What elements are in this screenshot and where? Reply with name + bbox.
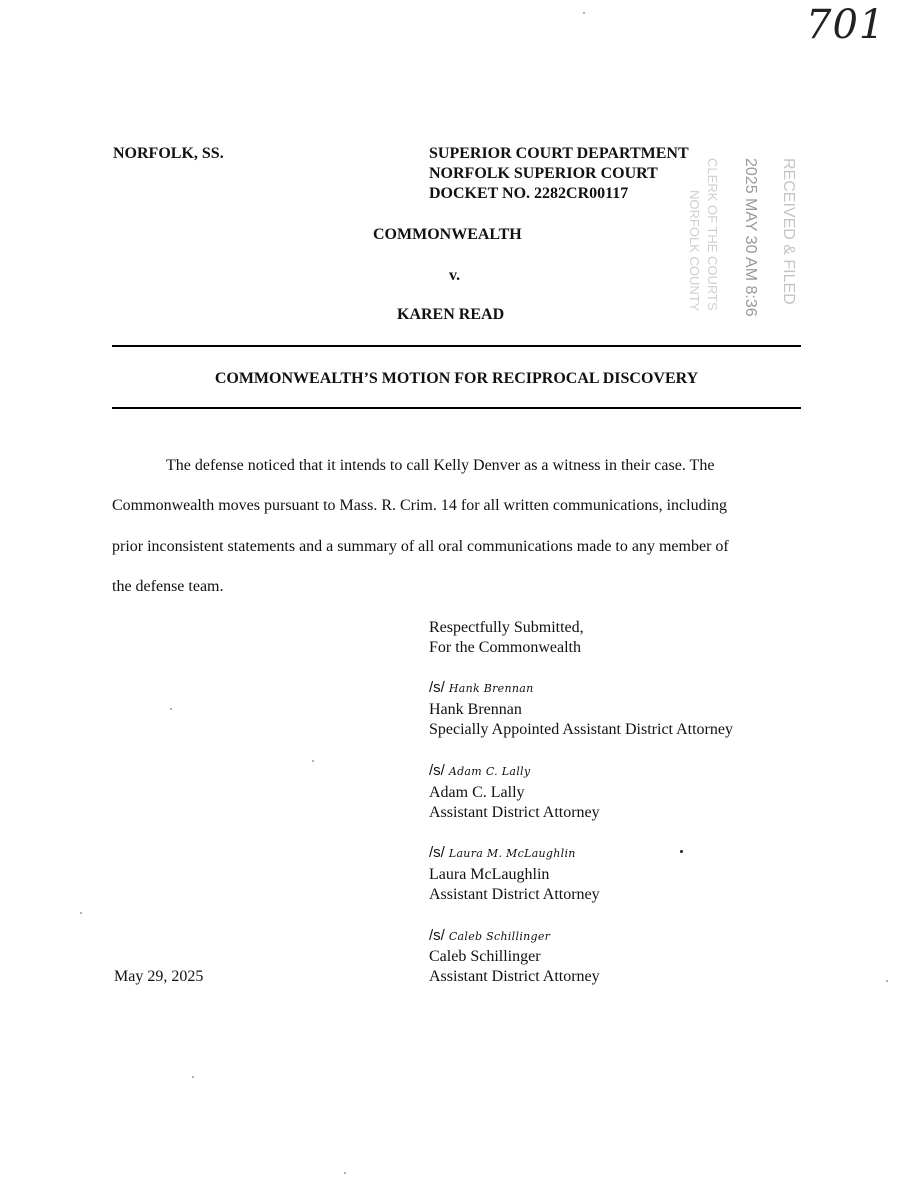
body-line-4: the defense team. xyxy=(112,578,224,595)
body-line-3: prior inconsistent statements and a summary of all oral communications made to any member of xyxy=(112,538,729,555)
signer-title-3: Assistant District Attorney xyxy=(429,886,600,903)
scan-speck xyxy=(886,980,888,982)
signature-script: Laura M. McLaughlin xyxy=(448,847,576,860)
scan-speck xyxy=(312,760,314,762)
signature-script: Hank Brennan xyxy=(448,682,534,695)
docket-number: DOCKET NO. 2282CR00117 xyxy=(429,185,629,202)
court-department: SUPERIOR COURT DEPARTMENT xyxy=(429,145,689,162)
signature-line-2 xyxy=(429,761,530,782)
defendant-name: KAREN READ xyxy=(397,306,505,323)
stamp-line-4: NORFOLK COUNTY xyxy=(687,190,702,312)
signature-script: Adam C. Lally xyxy=(448,765,531,778)
signer-title-2: Assistant District Attorney xyxy=(429,804,600,821)
signer-name-4: Caleb Schillinger xyxy=(429,948,541,965)
court-name: NORFOLK SUPERIOR COURT xyxy=(429,165,658,182)
plaintiff-name: COMMONWEALTH xyxy=(373,226,522,243)
scan-speck xyxy=(80,912,82,914)
signature-line-4 xyxy=(429,926,550,947)
body-line-2: Commonwealth moves pursuant to Mass. R. Crim. 14 for all written communications, including xyxy=(112,497,728,514)
scan-speck xyxy=(170,708,172,710)
scan-speck xyxy=(192,1076,194,1078)
closing-line-1: Respectfully Submitted, xyxy=(429,619,584,636)
motion-title: COMMONWEALTH’S MOTION FOR RECIPROCAL DISCOVERY xyxy=(214,370,699,387)
scan-speck xyxy=(583,12,585,14)
signer-title-4: Assistant District Attorney xyxy=(429,968,600,985)
stamp-line-1: 2025 MAY 30 AM 8:36 xyxy=(742,158,759,317)
signature-slash: /s/ xyxy=(429,844,445,861)
signature-slash: /s/ xyxy=(429,927,445,944)
signer-name-3: Laura McLaughlin xyxy=(429,866,550,883)
closing-line-2: For the Commonwealth xyxy=(429,639,581,656)
scan-speck xyxy=(680,850,683,853)
county-venue: NORFOLK, SS. xyxy=(113,145,224,162)
signature-script: Caleb Schillinger xyxy=(448,930,551,943)
handwritten-page-number: 701 xyxy=(806,2,886,48)
filing-date: May 29, 2025 xyxy=(114,968,204,985)
stamp-line-3: CLERK OF THE COURTS xyxy=(705,158,720,311)
signature-line-3 xyxy=(429,843,576,864)
signer-name-2: Adam C. Lally xyxy=(429,784,525,801)
signature-slash: /s/ xyxy=(429,762,445,779)
stamp-line-2: RECEIVED & FILED xyxy=(780,158,797,305)
bottom-rule xyxy=(112,407,801,409)
signer-title-1: Specially Appointed Assistant District Attorney xyxy=(429,721,733,738)
court-block xyxy=(429,144,689,204)
versus: v. xyxy=(449,267,461,284)
body-line-1: The defense noticed that it intends to call Kelly Denver as a witness in their case. The xyxy=(166,457,715,474)
signature-line-1 xyxy=(429,678,534,699)
signer-name-1: Hank Brennan xyxy=(429,701,522,718)
scan-speck xyxy=(344,1172,346,1174)
received-filed-stamp xyxy=(680,150,800,340)
top-rule xyxy=(112,345,801,347)
signature-slash: /s/ xyxy=(429,679,445,696)
